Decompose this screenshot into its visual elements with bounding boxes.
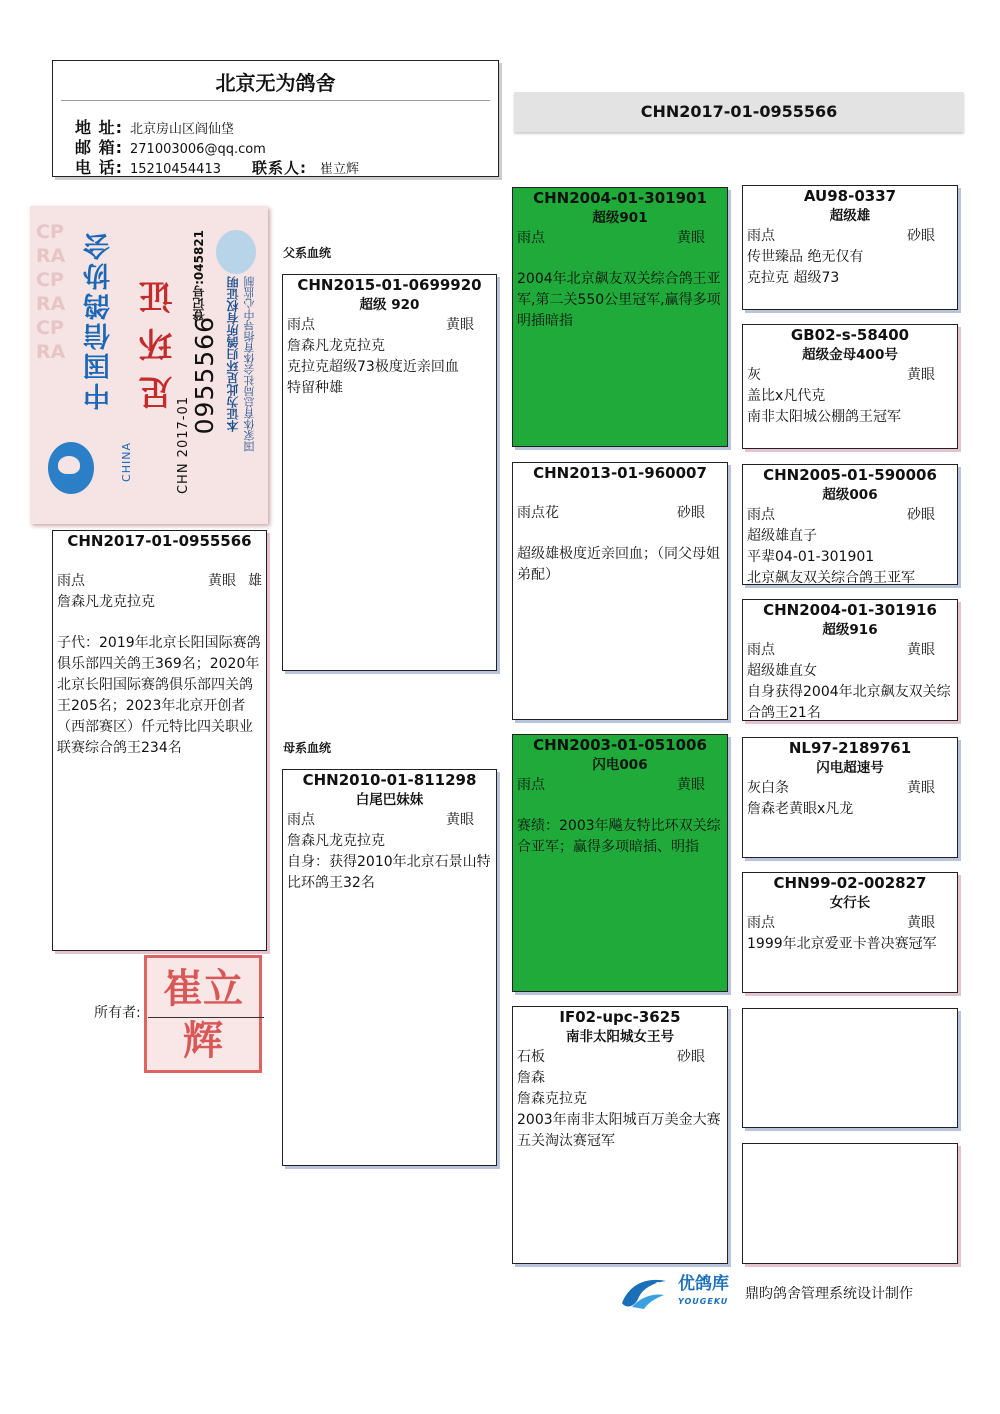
sire-dam-eye: 砂眼 xyxy=(677,505,705,521)
g3-4-ring: CHN2004-01-301916 xyxy=(763,601,937,619)
dam-line-2: 自身：获得2010年北京石景山特比环鸽王32名 xyxy=(287,854,491,891)
g3-card-empty-2 xyxy=(742,1143,958,1264)
certificate-stamp-icon xyxy=(216,230,256,274)
g3-1-ring: AU98-0337 xyxy=(803,187,897,205)
g3-1-line-2: 克拉克 超级73 xyxy=(747,270,840,286)
email-label: 邮 箱: xyxy=(75,138,123,157)
brand-name-block xyxy=(678,1275,729,1311)
g3-2-eye: 黄眼 xyxy=(907,367,935,383)
certificate-issuer: 国家体育总局社会体育指导中心监制 xyxy=(243,276,256,452)
sire-color: 雨点 xyxy=(287,317,315,333)
dam-traits xyxy=(283,810,496,831)
sire-sire-traits xyxy=(513,228,727,249)
dam-dam-line-1: 詹森 xyxy=(517,1070,545,1086)
brand-logo-icon xyxy=(618,1273,670,1313)
g3-3-line-2: 平辈04-01-301901 xyxy=(747,549,875,565)
sire-eye: 黄眼 xyxy=(446,317,474,333)
certificate-ring-prefix: CHN 2017-01 xyxy=(176,396,191,495)
g3-4-eye: 黄眼 xyxy=(907,642,935,658)
g3-3-name: 超级006 xyxy=(822,487,878,503)
g3-3-eye: 砂眼 xyxy=(907,507,935,523)
subject-ring: CHN2017-01-0955566 xyxy=(67,532,252,550)
sire-line-1: 詹森凡龙克拉克 xyxy=(287,338,385,354)
loft-header xyxy=(52,60,499,177)
g3-4-line-1: 超级雄直女 xyxy=(747,663,817,679)
g3-2-name: 超级金母400号 xyxy=(802,347,898,363)
g3-1-color: 雨点 xyxy=(747,228,775,244)
phone-row xyxy=(75,155,359,178)
owner-label: 所有者: xyxy=(94,1005,141,1021)
dam-dam-name: 南非太阳城女王号 xyxy=(566,1029,674,1045)
g3-5-ring: NL97-2189761 xyxy=(788,739,912,757)
ring-certificate xyxy=(30,206,268,524)
dam-dam-card xyxy=(512,1006,728,1264)
g3-1-name: 超级雄 xyxy=(829,208,871,224)
g3-4-name: 超级916 xyxy=(822,622,878,638)
sire-dam-color: 雨点花 xyxy=(517,505,559,521)
g3-card-5 xyxy=(742,737,958,858)
certificate-ring-number: 0955566 xyxy=(190,316,219,435)
footer-credit: 鼎昀鸽舍管理系统设计制作 xyxy=(745,1286,913,1302)
g3-4-color: 雨点 xyxy=(747,642,775,658)
g3-card-3 xyxy=(742,464,958,585)
certificate-notice: 本证为此足环归鸽所有权证明 xyxy=(226,276,240,432)
g3-3-ring: CHN2005-01-590006 xyxy=(763,466,937,484)
certificate-title: 足环证 xyxy=(139,266,179,410)
address-value: 北京房山区阎仙垡 xyxy=(130,122,235,137)
dam-color: 雨点 xyxy=(287,812,315,828)
g3-card-empty-1 xyxy=(742,1008,958,1128)
subject-traits xyxy=(53,571,266,592)
owner-signature-line xyxy=(148,1017,264,1018)
dam-dam-eye: 砂眼 xyxy=(677,1049,705,1065)
sire-dam-traits xyxy=(513,503,727,524)
g3-1-traits xyxy=(743,226,957,247)
g3-3-traits xyxy=(743,505,957,526)
brand-name: 优鸽库 xyxy=(678,1274,729,1294)
g3-2-line-2: 南非太阳城公棚鸽王冠军 xyxy=(747,409,901,425)
g3-5-line-1: 詹森老黄眼x凡龙 xyxy=(747,801,854,817)
g3-5-eye: 黄眼 xyxy=(907,780,935,796)
dam-dam-ring: IF02-upc-3625 xyxy=(559,1008,681,1026)
g3-6-name: 女行长 xyxy=(829,895,871,911)
dam-sire-ring: CHN2003-01-051006 xyxy=(533,736,707,754)
subject-eye: 黄眼 xyxy=(208,573,236,589)
sire-card xyxy=(282,274,497,671)
certificate-watermark: CPRACPRACPRA xyxy=(36,221,66,363)
g3-card-1 xyxy=(742,185,958,310)
footer-brand xyxy=(618,1273,913,1313)
g3-3-color: 雨点 xyxy=(747,507,775,523)
sire-line-3: 特留种雄 xyxy=(287,380,343,396)
subject-sex: 雄 xyxy=(248,573,262,589)
address-label: 地 址: xyxy=(75,118,123,137)
owner-seal xyxy=(144,955,262,1073)
g3-2-color: 灰 xyxy=(747,367,761,383)
dam-dam-color: 石板 xyxy=(517,1049,545,1065)
g3-6-color: 雨点 xyxy=(747,915,775,931)
certificate-serial: 登记号:045821 xyxy=(192,230,206,321)
sire-dam-ring: CHN2013-01-960007 xyxy=(533,464,707,482)
g3-5-traits xyxy=(743,778,957,799)
dam-line-label: 母系血统 xyxy=(283,741,332,755)
loft-title: 北京无为鸽舍 xyxy=(215,71,336,95)
dam-sire-traits xyxy=(513,775,727,796)
g3-card-2 xyxy=(742,324,958,449)
certificate-brand-en: CHINA xyxy=(120,442,133,482)
g3-5-color: 灰白条 xyxy=(747,780,789,796)
dam-dam-line-2: 詹森克拉克 xyxy=(517,1091,587,1107)
g3-4-traits xyxy=(743,640,957,661)
sire-dam-notes: 超级雄极度近亲回血；（同父母姐弟配） xyxy=(517,546,720,583)
certificate-association: 中国信鸽协会 xyxy=(84,230,115,410)
association-logo-icon xyxy=(48,442,94,494)
g3-2-ring: GB02-s-58400 xyxy=(790,326,910,344)
dam-eye: 黄眼 xyxy=(446,812,474,828)
dam-ring: CHN2010-01-811298 xyxy=(302,771,477,789)
header-divider xyxy=(61,100,490,101)
sire-sire-card xyxy=(512,187,728,447)
dam-card xyxy=(282,769,497,1166)
g3-6-traits xyxy=(743,913,957,934)
sire-sire-eye: 黄眼 xyxy=(677,230,705,246)
sire-sire-notes: 2004年北京飙友双关综合鸽王亚军,第二关550公里冠军,赢得多项明插暗指 xyxy=(517,271,721,329)
g3-1-line-1: 传世臻品 绝无仅有 xyxy=(747,249,864,265)
phone-label: 电 话: xyxy=(75,158,123,177)
subject-color: 雨点 xyxy=(57,573,85,589)
sire-sire-ring: CHN2004-01-301901 xyxy=(533,189,707,207)
dam-dam-traits xyxy=(513,1047,727,1068)
brand-name-en: YOUGEKU xyxy=(678,1297,729,1306)
dam-line-1: 詹森凡龙克拉克 xyxy=(287,833,385,849)
g3-card-4 xyxy=(742,599,958,721)
sire-ring: CHN2015-01-0699920 xyxy=(297,276,482,294)
g3-3-line-1: 超级雄直子 xyxy=(747,528,817,544)
g3-6-eye: 黄眼 xyxy=(907,915,935,931)
sire-line-label: 父系血统 xyxy=(283,246,332,260)
sire-name: 超级 920 xyxy=(359,297,420,313)
contact-value: 崔立辉 xyxy=(320,162,360,177)
g3-5-name: 闪电超速号 xyxy=(816,760,884,776)
g3-3-line-3: 北京飙友双关综合鸽王亚军 xyxy=(747,570,915,585)
contact-label: 联系人: xyxy=(252,159,307,177)
dam-sire-notes: 赛绩：2003年飚友特比环双关综合亚军；赢得多项暗插、明指 xyxy=(517,818,721,855)
sire-dam-card xyxy=(512,462,728,720)
sire-sire-name: 超级901 xyxy=(592,210,648,226)
g3-6-line-1: 1999年北京爱亚卡普决赛冠军 xyxy=(747,936,937,952)
g3-6-ring: CHN99-02-002827 xyxy=(773,874,927,892)
sire-sire-color: 雨点 xyxy=(517,230,545,246)
dam-sire-color: 雨点 xyxy=(517,777,545,793)
dam-name: 白尾巴妹妹 xyxy=(355,792,424,808)
sire-line-2: 克拉克超级73极度近亲回血 xyxy=(287,359,459,375)
dam-dam-line-3: 2003年南非太阳城百万美金大赛五关淘汰赛冠军 xyxy=(517,1112,721,1149)
g3-card-6 xyxy=(742,872,958,993)
subject-notes: 子代：2019年北京长阳国际赛鸽俱乐部四关鸽王369名；2020年北京长阳国际赛鸽俱乐部四关鸽王205名；2023年北京开创者（西部赛区）仟元特比四关职业联赛综合鸽王234名 xyxy=(57,635,261,756)
g3-2-line-1: 盖比x凡代克 xyxy=(747,388,826,404)
g3-2-traits xyxy=(743,365,957,386)
phone-value: 15210454413 xyxy=(130,162,221,177)
owner-seal-text: 崔立辉 xyxy=(163,966,243,1064)
sire-traits xyxy=(283,315,496,336)
g3-1-eye: 砂眼 xyxy=(907,228,935,244)
dam-sire-name: 闪电006 xyxy=(592,757,648,773)
dam-sire-card xyxy=(512,734,728,992)
pedigree-ring-banner: CHN2017-01-0955566 xyxy=(514,92,964,132)
subject-card xyxy=(52,530,267,951)
email-value: 271003006@qq.com xyxy=(130,142,266,157)
dam-sire-eye: 黄眼 xyxy=(677,777,705,793)
subject-bloodline: 詹森凡龙克拉克 xyxy=(57,594,155,610)
g3-4-line-2: 自身获得2004年北京飙友双关综合鸽王21名 xyxy=(747,684,951,721)
